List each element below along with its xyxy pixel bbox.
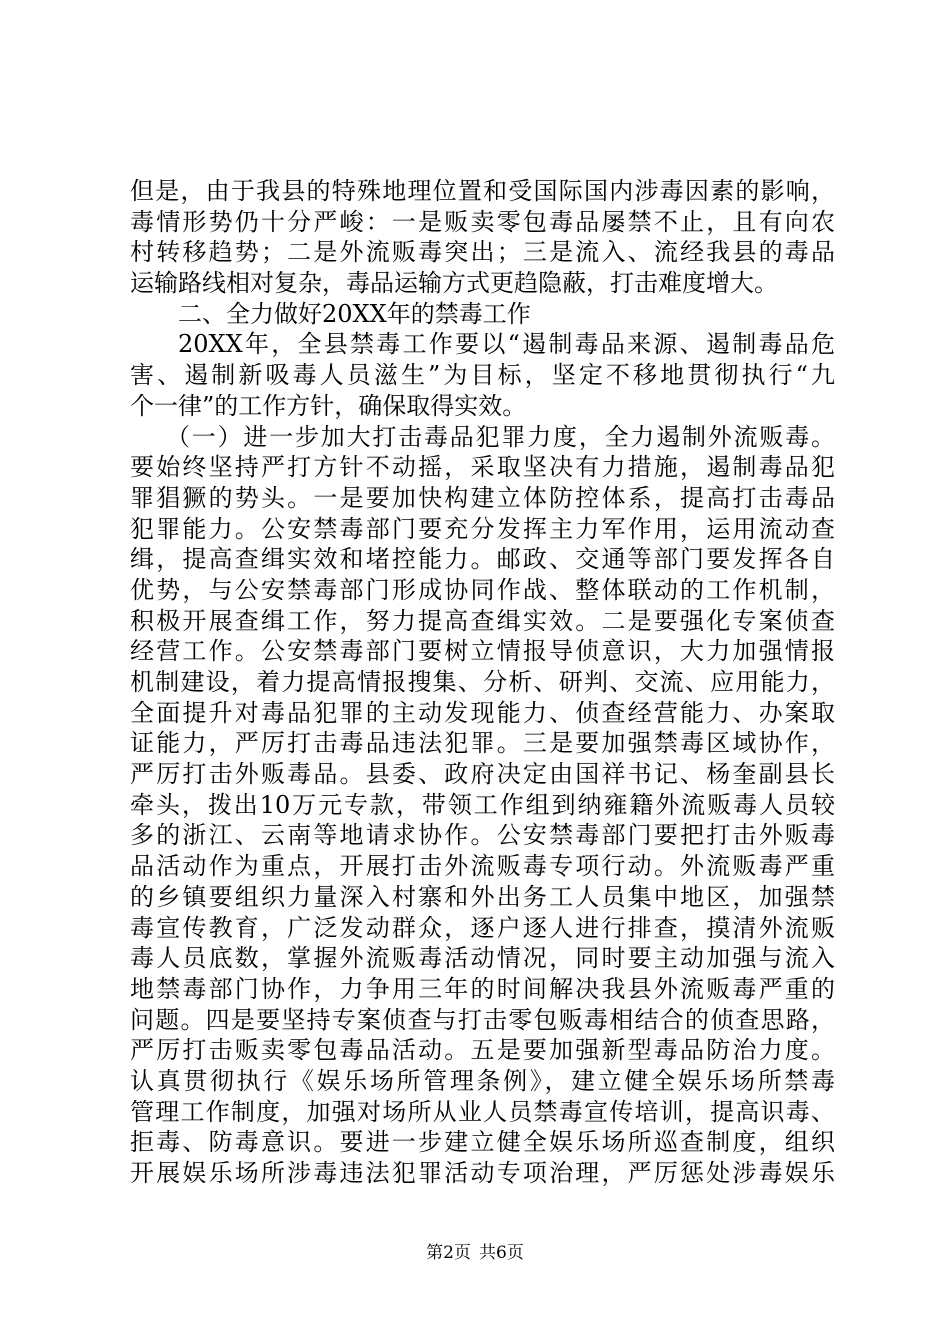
page-footer [0,1243,950,1263]
text-line: 严厉打击外贩毒品。县委、政府决定由国祥书记、杨奎副县长 [130,760,835,789]
text-line: 问题。四是要坚持专案侦查与打击零包贩毒相结合的侦查思路， [130,1005,835,1034]
text-line: 开展娱乐场所涉毒违法犯罪活动专项治理，严厉惩处涉毒娱乐 [130,1159,835,1187]
text-line: 犯罪能力。公安禁毒部门要充分发挥主力军作用，运用流动查 [130,514,835,543]
page-total: 共6页 [479,1243,524,1263]
text-line: 缉，提高查缉实效和堵控能力。邮政、交通等部门要发挥各自 [130,545,835,574]
text-line: 证能力，严厉打击毒品违法犯罪。三是要加强禁毒区域协作， [130,729,835,758]
text-line: 拒毒、防毒意识。要进一步建立健全娱乐场所巡查制度，组织 [130,1128,835,1157]
text-line: 管理工作制度，加强对场所从业人员禁毒宣传培训，提高识毒、 [130,1097,835,1126]
text-line: 全面提升对毒品犯罪的主动发现能力、侦查经营能力、办案取 [130,698,835,727]
text-line: 毒人员底数，掌握外流贩毒活动情况，同时要主动加强与流入 [130,944,835,973]
text-line: 严厉打击贩卖零包毒品活动。五是要加强新型毒品防治力度。 [130,1036,835,1065]
text-line: 多的浙江、云南等地请求协作。公安禁毒部门要把打击外贩毒 [130,821,835,850]
text-line: 毒情形势仍十分严峻：一是贩卖零包毒品屡禁不止，且有向农 [130,207,835,236]
text-line: 运输路线相对复杂，毒品运输方式更趋隐蔽，打击难度增大。 [130,269,778,298]
text-line: 20XX年，全县禁毒工作要以“遏制毒品来源、遏制毒品危 [178,330,835,359]
subsection-heading: （一）进一步加大打击毒品犯罪力度，全力遏制外流贩毒。 [166,422,835,451]
body-text [130,176,835,1189]
text-line: 机制建设，着力提高情报搜集、分析、研判、交流、应用能力， [130,668,835,696]
text-line: 毒宣传教育，广泛发动群众，逐户逐人进行排查，摸清外流贩 [130,913,835,942]
text-line: 地禁毒部门协作，力争用三年的时间解决我县外流贩毒严重的 [130,974,835,1003]
section-heading: 二、全力做好20XX年的禁毒工作 [178,299,531,328]
text-line: 优势，与公安禁毒部门形成协同作战、整体联动的工作机制， [130,575,835,604]
text-line: 经营工作。公安禁毒部门要树立情报导侦意识，大力加强情报 [130,637,835,666]
text-line: 的乡镇要组织力量深入村寨和外出务工人员集中地区，加强禁 [130,882,835,911]
text-line: 个一律”的工作方针，确保取得实效。 [130,391,527,420]
text-line: 要始终坚持严打方针不动摇，采取坚决有力措施，遏制毒品犯 [130,453,835,482]
text-line: 害、遏制新吸毒人员滋生”为目标，坚定不移地贯彻执行“九 [130,361,835,390]
text-line: 但是，由于我县的特殊地理位置和受国际国内涉毒因素的影响， [130,177,835,205]
page-number: 第2页 [426,1243,471,1263]
text-line: 牵头，拨出10万元专款，带领工作组到纳雍籍外流贩毒人员较 [130,790,835,819]
text-line: 品活动作为重点，开展打击外流贩毒专项行动。外流贩毒严重 [130,852,835,881]
text-line: 积极开展查缉工作，努力提高查缉实效。二是要强化专案侦查 [130,606,835,635]
text-line: 罪猖獗的势头。一是要加快构建立体防控体系，提高打击毒品 [130,483,835,512]
text-line: 认真贯彻执行《娱乐场所管理条例》，建立健全娱乐场所禁毒 [130,1066,835,1095]
text-line: 村转移趋势；二是外流贩毒突出；三是流入、流经我县的毒品 [130,238,835,267]
